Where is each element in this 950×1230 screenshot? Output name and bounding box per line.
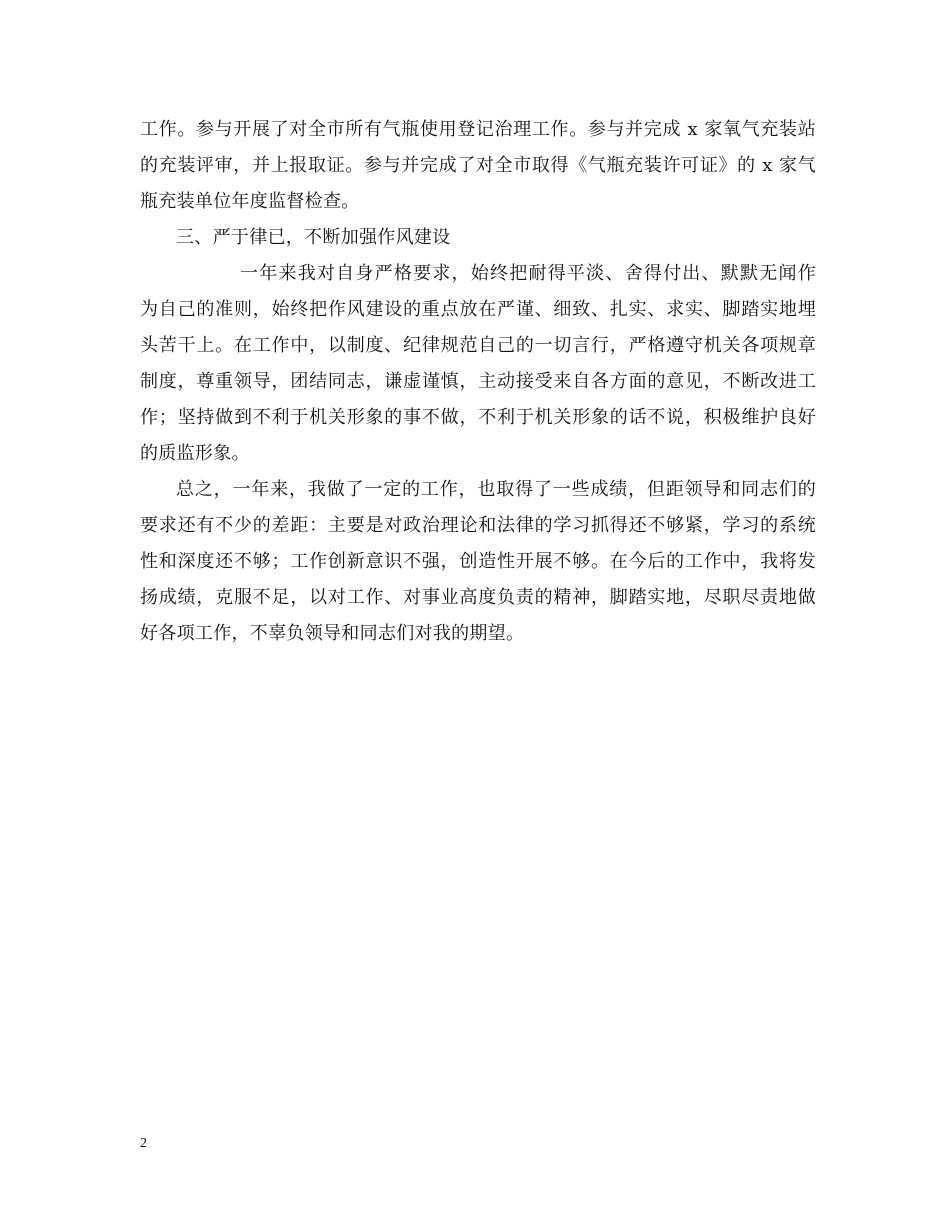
text-line: 总之，一年来，我做了一定的工作，也取得了一些成绩，但距领导和同志们的 (176, 479, 816, 500)
text-line: 制度，尊重领导，团结同志，谦虚谨慎，主动接受来自各方面的意见，不断改进工 (140, 371, 816, 392)
text-line: 一年来我对自身严格要求，始终把耐得平淡、舍得付出、默默无闻作 (240, 263, 816, 284)
text-line: 作；坚持做到不利于机关形象的事不做，不利于机关形象的话不说，积极维护良好 (140, 407, 816, 428)
paragraph-summary (140, 472, 816, 652)
text-line: 头苦干上。在工作中，以制度、纪律规范自己的一切言行，严格遵守机关各项规章 (140, 335, 816, 356)
text-line: 瓶充装单位年度监督检查。 (140, 191, 360, 212)
text-line: 要求还有不少的差距：主要是对政治理论和法律的学习抓得还不够紧，学习的系统 (140, 515, 816, 536)
text-line: 性和深度还不够；工作创新意识不强，创造性开展不够。在今后的工作中，我将发 (140, 551, 816, 572)
text-line: 扬成绩，克服不足，以对工作、对事业高度负责的精神，脚踏实地，尽职尽责地做 (140, 587, 816, 608)
text-line: 为自己的准则，始终把作风建设的重点放在严谨、细致、扎实、求实、脚踏实地埋 (140, 299, 816, 320)
paragraph-work-style (140, 256, 816, 472)
section-heading: 三、严于律已，不断加强作风建设 (176, 227, 451, 248)
text-line: 的充装评审，并上报取证。参与并完成了对全市取得《气瓶充装许可证》的 x 家气 (140, 155, 816, 176)
paragraph-work-continuation (140, 112, 816, 220)
text-line: 的质监形象。 (140, 443, 250, 464)
text-line: 工作。参与开展了对全市所有气瓶使用登记治理工作。参与并完成 x 家氧气充装站 (140, 119, 816, 140)
text-line: 好各项工作，不辜负领导和同志们对我的期望。 (140, 623, 525, 644)
document-body (140, 112, 816, 652)
page-number: 2 (140, 1136, 147, 1151)
